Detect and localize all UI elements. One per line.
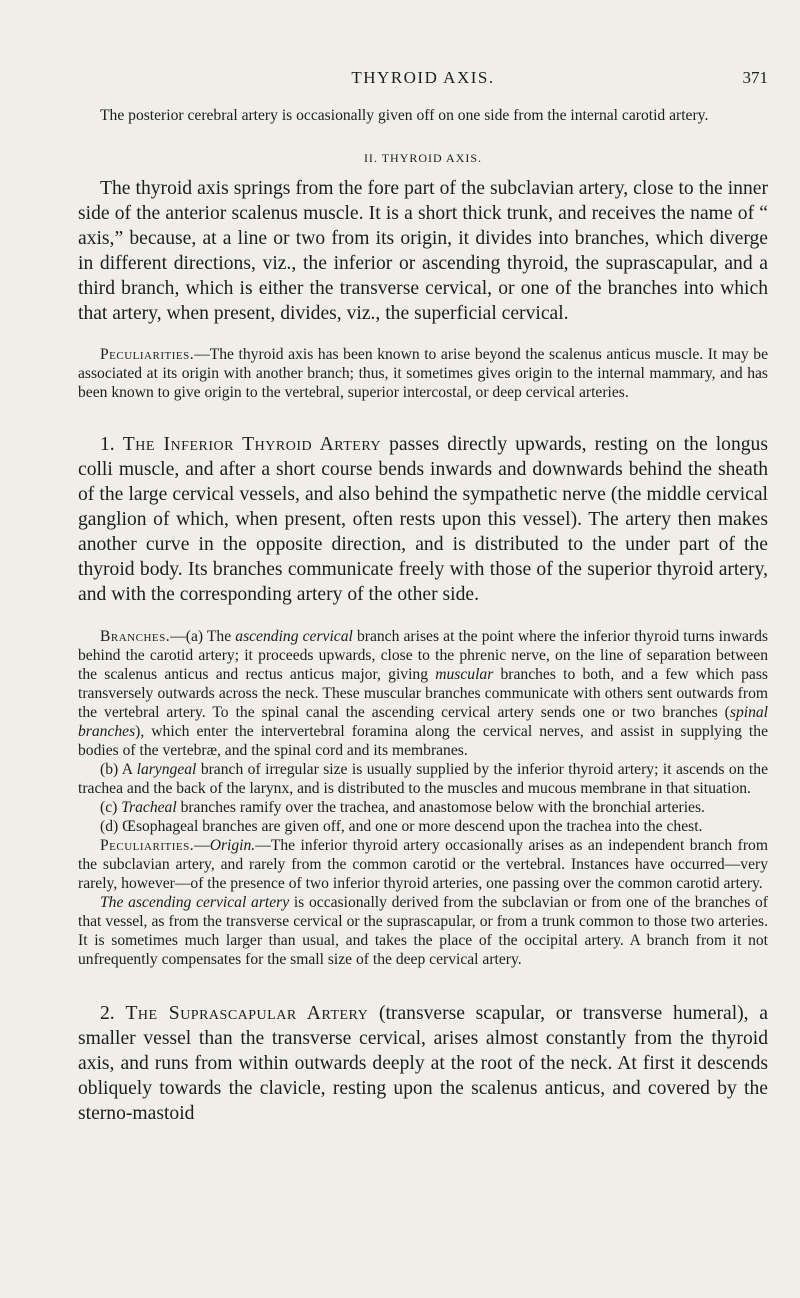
branches-a-end: ), which enter the intervertebral foramina along the cervical nerves, and assist in supplying the bodies of the vertebræ, and the spinal cord and its membranes. [78,723,768,759]
branches-b-end: branch of irregular size is usually supplied by the inferior thyroid artery; it ascends on the trachea and the back of the larynx, and is distributed to the muscles and mucous membrane in that situation. [78,761,768,797]
section-heading: II. THYROID AXIS. [363,151,483,165]
term-tracheal: Tracheal [121,799,177,816]
suprascapular-title: The Suprascapular Artery [125,1003,369,1024]
inferior-title: The Inferior Thyroid Artery [122,434,382,455]
origin-label: Origin. [209,837,256,854]
peculiarities2-sep: — [194,837,210,854]
branches-b-pre: (b) A [100,761,137,778]
thyroid-axis-paragraph: The thyroid axis springs from the fore part of the subclavian artery, close to the inner side of the anterior scalenus muscle. It is a short thick trunk, and receives the name of “ axis,” because, at a line or two from its origin, it divides into branches, which diverge in different directions, viz., the inferior or ascending thyroid, the suprascapular, and a third branch, which is either the transverse cervical, or one of the branches into which that artery, when present, divides, viz., the superficial cervical. [78,178,768,324]
term-muscular: muscular [435,666,494,683]
branches-paragraph-d: (d) Œsophageal branches are given off, and one or more descend upon the trachea into the chest. [100,818,703,835]
peculiarities2-label: Peculiarities. [100,837,195,854]
running-title: THYROID AXIS. [351,68,495,87]
inferior-text: passes directly upwards, resting on the longus colli muscle, and after a short course bends inwards and downwards behind the sheath of the large cervical vessels, and also behind the sympathetic nerve (the middle cervical ganglion of which, when present, often rests upon this vessel). The artery then makes another curve in the opposite direction, and is distributed to the under part of the thyroid body. Its branches communicate freely with those of the superior thyroid artery, and with the corresponding artery of the other side. [78,434,768,605]
inferior-thyroid-paragraph [78,432,768,607]
suprascapular-paragraph [78,1001,768,1126]
intro-paragraph: The posterior cerebral artery is occasionally given off on one side from the internal carotid artery. [100,107,709,124]
branches-paragraph-a [78,627,768,760]
peculiarities-paragraph [78,345,768,402]
ascending-cervical-paragraph [78,893,768,969]
term-spinal-branches: spinal branches [78,704,768,740]
peculiarities-text: —The thyroid axis has been known to arise beyond the scalenus anticus muscle. It may be associated at its origin with another branch; thus, it sometimes gives origin to the internal mammary, and has been known to give origin to the vertebral, superior intercostal, or deep cervical arteries. [78,346,768,401]
branches-a-pre: —(a) The [170,628,236,645]
peculiarities-origin-paragraph [78,836,768,893]
branches-a-mid1: branch arises at the point where the inferior thyroid turns inwards behind the carotid artery; it proceeds upwards, close to the phrenic nerve, on the line of separation between the scalenus anticus and rectus anticus major, giving [78,628,768,683]
page-number: 371 [742,68,768,87]
peculiarities-label: Peculiarities. [100,346,195,363]
branches-a-mid2: branches to both, and a few which pass transversely outwards across the neck. These muscular branches communicate with others sent outwards from the vertebral artery. To the spinal canal the ascending cervical artery sends one or two branches ( [78,666,768,721]
page-header [78,66,768,94]
term-ascending-cervical-artery: The ascending cervical artery [100,894,290,911]
inferior-number: 1. [100,434,115,455]
branches-c-end: branches ramify over the trachea, and anastomose below with the bronchial arteries. [176,799,705,816]
peculiarities2-text: —The inferior thyroid artery occasionally arises as an independent branch from the subclavian artery, and rarely from the common carotid or the vertebral. Instances have occurred—very rarely, however—of the presence of two inferior thyroid arteries, one passing over the common carotid artery. [78,837,768,892]
branches-paragraph-c [78,798,768,817]
ascending-cervical-text: is occasionally derived from the subclavian or from one of the branches of that vessel, as from the transverse cervical or the suprascapular, or from a trunk common to those two arteries. It is sometimes much larger than usual, and takes the place of the occipital artery. A branch from it not unfrequently compensates for the small size of the deep cervical artery. [78,894,768,968]
branches-c-pre: (c) [100,799,122,816]
page-body [78,106,768,1126]
suprascapular-text: (transverse scapular, or transverse humeral), a smaller vessel than the transverse cervical, arises almost constantly from the thyroid axis, and runs from within outwards deeply at the root of the neck. At first it descends obliquely towards the clavicle, resting upon the scalenus anticus, and covered by the sterno-mastoid [78,1003,768,1124]
branches-label: Branches. [100,628,171,645]
term-ascending-cervical: ascending cervical [235,628,353,645]
term-laryngeal: laryngeal [136,761,197,778]
branches-paragraph-b [78,760,768,798]
suprascapular-number: 2. [100,1003,115,1024]
